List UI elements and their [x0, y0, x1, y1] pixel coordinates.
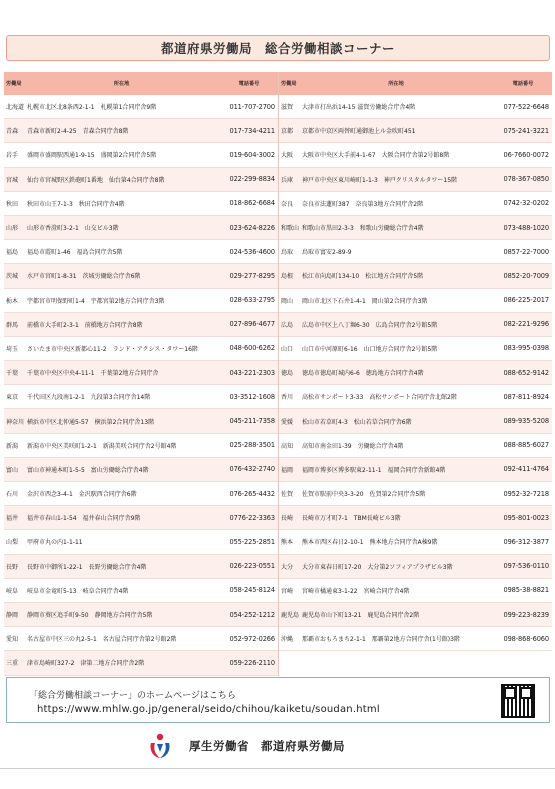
office-phone: 088-885-6027: [503, 441, 549, 450]
table-row: [4, 240, 278, 264]
office-address: 高松市サンポート3-33 高松サンポート合同庁舎北館2階: [302, 394, 457, 402]
office-prefecture: 岐阜: [6, 587, 19, 595]
header-tel: 電話番号: [238, 81, 260, 87]
office-prefecture: 富山: [6, 466, 19, 474]
office-phone: 028-633-2795: [229, 296, 275, 305]
table-row: [4, 434, 278, 458]
office-table: [4, 72, 552, 676]
office-phone: 087-811-8924: [503, 392, 549, 401]
table-row: [279, 385, 552, 409]
office-prefecture: 宮崎: [281, 587, 294, 595]
office-address: 岐阜市金竜町5-13 岐阜合同庁舎4階: [27, 587, 129, 595]
office-address: 佐賀市駅前中央3-3-20 佐賀第2合同庁舎5階: [302, 491, 426, 499]
office-phone: 0776-22-3363: [229, 513, 275, 522]
office-address: さいたま市中央区新都心11-2 ランド・アクシス・タワー16階: [27, 345, 198, 353]
office-address: 松山市若草町4-3 松山若草合同庁舎6階: [302, 418, 412, 426]
table-row: [279, 289, 552, 313]
office-address: 仙台市宮城野区鉄砲町1番地 仙台第4合同庁舎8階: [27, 176, 165, 184]
office-phone: 0857-22-7000: [503, 247, 549, 256]
office-prefecture: 青森: [6, 128, 19, 136]
office-address: 長崎市万才町7-1 TBM長崎ビル3階: [302, 515, 401, 523]
office-phone: 0742-32-0202: [503, 199, 549, 208]
header-addr: 所在地: [113, 81, 130, 87]
table-row: [279, 119, 552, 143]
office-prefecture: 新潟: [6, 442, 19, 450]
table-row: [4, 143, 278, 167]
office-prefecture: 大分: [281, 563, 294, 571]
office-phone: 055-225-2851: [229, 537, 275, 546]
table-row: [279, 409, 552, 433]
header-pref: 労働局: [6, 81, 22, 87]
office-address: 和歌山市黒田2-3-3 和歌山労働総合庁舎4階: [302, 225, 424, 233]
office-address: 前橋市大手町2-3-1 前橋地方合同庁舎8階: [27, 321, 143, 329]
office-address: 鳥取市富安2-89-9: [302, 249, 352, 257]
table-row: [279, 264, 552, 288]
table-row: [279, 579, 552, 603]
table-row: [4, 385, 278, 409]
office-prefecture: 岡山: [281, 297, 294, 305]
table-row: [4, 361, 278, 385]
office-prefecture: 静岡: [6, 612, 19, 620]
office-address: 大分市東春日町17-20 大分第2ソフィアプラザビル3階: [302, 563, 453, 571]
office-address: 鹿児島市山下町13-21 鹿児島合同庁舎2階: [302, 612, 420, 620]
office-phone: 03-3512-1608: [229, 392, 275, 401]
footer: [0, 730, 555, 764]
office-address: 高知市南金田1-39 労働総合庁舎4階: [302, 442, 404, 450]
table-row: [4, 337, 278, 361]
table-row: [279, 240, 552, 264]
office-prefecture: 熊本: [281, 539, 294, 547]
table-row: [279, 313, 552, 337]
table-row: [4, 119, 278, 143]
table-row: [4, 168, 278, 192]
table-row: [279, 143, 552, 167]
office-prefecture: 山梨: [6, 539, 19, 547]
office-phone: 086-225-2017: [503, 296, 549, 305]
table-header: [279, 72, 552, 95]
office-phone: 088-652-9142: [503, 368, 549, 377]
office-phone: 026-223-0551: [229, 562, 275, 571]
organization-name: 厚生労働省 都道府県労働局: [189, 739, 345, 753]
office-phone: 075-241-3221: [503, 126, 549, 135]
table-row: [279, 555, 552, 579]
table-row: [279, 168, 552, 192]
office-phone: 0985-38-8821: [503, 586, 549, 595]
office-address: 山形市香澄町3-2-1 山交ビル3階: [27, 225, 119, 233]
table-row: [4, 482, 278, 506]
table-row: [279, 627, 552, 651]
table-row: [279, 192, 552, 216]
office-phone: 083-995-0398: [503, 344, 549, 353]
office-address: 広島市中区上八丁堀6-30 広島合同庁舎2号館5階: [302, 321, 438, 329]
office-prefecture: 北海道: [6, 104, 25, 112]
office-phone: 045-211-7358: [229, 417, 275, 426]
office-prefecture: 島根: [281, 273, 294, 281]
page-title: 都道府県労働局 総合労働相談コーナー: [6, 35, 550, 61]
office-prefecture: 高知: [281, 442, 294, 450]
office-prefecture: 宮城: [6, 176, 19, 184]
office-address: 長野市中御所1-22-1 長野労働総合庁舎4階: [27, 563, 147, 571]
homepage-link-caption: 「総合労働相談コーナー」のホームページはこちら: [29, 691, 236, 701]
office-prefecture: 滋賀: [281, 104, 294, 112]
table-row: [4, 313, 278, 337]
table-row: [279, 337, 552, 361]
office-prefecture: 三重: [6, 660, 19, 668]
office-address: 京都市中京区両替町通御池上ル金吹町451: [302, 128, 416, 136]
office-address: 福島市霞町1-46 福島合同庁舎5階: [27, 249, 123, 257]
office-phone: 022-299-8834: [229, 175, 275, 184]
bottom-divider: [0, 768, 555, 769]
office-address: 名古屋市中区三の丸2-5-1 名古屋合同庁舎第2号館2階: [27, 636, 177, 644]
table-row: [4, 651, 278, 675]
office-address: 那覇市おもろまち2-1-1 那覇第2地方合同庁舎(1号館)3階: [302, 636, 460, 644]
office-prefecture: 埼玉: [6, 345, 19, 353]
office-prefecture: 福井: [6, 515, 19, 523]
table-row: [4, 409, 278, 433]
office-prefecture: 千葉: [6, 370, 19, 378]
office-phone: 099-223-8239: [503, 610, 549, 619]
office-prefecture: 鹿児島: [281, 612, 300, 620]
office-phone: 023-624-8226: [229, 223, 275, 232]
office-prefecture: 秋田: [6, 200, 19, 208]
office-prefecture: 兵庫: [281, 176, 294, 184]
table-row: [279, 95, 552, 119]
office-address: 富山市神通本町1-5-5 富山労働総合庁舎4階: [27, 466, 149, 474]
office-address: 山口市中河原町6-16 山口地方合同庁舎2号館5階: [302, 345, 438, 353]
header-addr: 所在地: [388, 81, 404, 87]
table-row: [4, 603, 278, 627]
office-address: 静岡市葵区追手町9-50 静岡地方合同庁舎5階: [27, 612, 153, 620]
office-prefecture: 栃木: [6, 297, 19, 305]
office-phone: 059-226-2110: [229, 658, 275, 667]
office-prefecture: 神奈川: [6, 418, 25, 426]
table-column-left: [4, 72, 278, 676]
office-phone: 054-252-1212: [229, 610, 275, 619]
office-address: 徳島市徳島町城内6-6 徳島地方合同庁舎4階: [302, 370, 424, 378]
mhlw-logo-icon: [147, 732, 173, 760]
table-row: [279, 434, 552, 458]
office-prefecture: 茨城: [6, 273, 19, 281]
table-row: [279, 603, 552, 627]
office-phone: 097-536-0110: [503, 562, 549, 571]
office-address: 岡山市北区下石井1-4-1 岡山第2合同庁舎3階: [302, 297, 428, 305]
office-phone: 098-868-6060: [503, 634, 549, 643]
office-address: 新潟市中央区美咲町1-2-1 新潟美咲合同庁舎2号館4階: [27, 442, 177, 450]
office-prefecture: 福岡: [281, 466, 294, 474]
table-row: [279, 530, 552, 554]
office-prefecture: 和歌山: [281, 225, 300, 233]
office-address: 神戸市中央区東川崎町1-1-3 神戸クリスタルタワー15階: [302, 176, 458, 184]
office-address: 大津市打出浜14-15 滋賀労働総合庁舎4階: [302, 104, 416, 112]
office-prefecture: 長崎: [281, 515, 294, 523]
office-prefecture: 愛知: [6, 636, 19, 644]
office-prefecture: 大阪: [281, 152, 294, 160]
table-row: [4, 458, 278, 482]
table-column-right: [278, 72, 552, 676]
table-row: [4, 506, 278, 530]
office-address: 横浜市中区北仲通5-57 横浜第2合同庁舎13階: [27, 418, 155, 426]
office-address: 盛岡市盛岡駅西通1-9-15 盛岡第2合同庁舎5階: [27, 152, 157, 160]
office-prefecture: 福島: [6, 249, 19, 257]
office-prefecture: 沖縄: [281, 636, 294, 644]
table-row: [279, 216, 552, 240]
office-phone: 058-245-8124: [229, 586, 275, 595]
homepage-link-box: [6, 677, 550, 723]
office-prefecture: 香川: [281, 394, 294, 402]
table-row: [279, 482, 552, 506]
office-prefecture: 愛媛: [281, 418, 294, 426]
office-address: 千代田区九段南1-2-1 九段第3合同庁舎14階: [27, 394, 151, 402]
office-address: 千葉市中央区中央4-11-1 千葉第2地方合同庁舎: [27, 370, 159, 378]
table-row: [279, 458, 552, 482]
office-address: 熊本市西区春日2-10-1 熊本地方合同庁舎A棟9階: [302, 539, 438, 547]
office-phone: 017-734-4211: [229, 126, 275, 135]
office-phone: 024-536-4600: [229, 247, 275, 256]
office-prefecture: 岩手: [6, 152, 19, 160]
office-address: 秋田市山王7-1-3 秋田合同庁舎4階: [27, 200, 125, 208]
office-phone: 0852-20-7009: [503, 271, 549, 280]
office-phone: 076-265-4432: [229, 489, 275, 498]
office-address: 札幌市北区北8条西2-1-1 札幌第1合同庁舎9階: [27, 104, 157, 112]
office-phone: 025-288-3501: [229, 441, 275, 450]
office-prefecture: 鳥取: [281, 249, 294, 257]
table-row: [4, 264, 278, 288]
office-address: 福岡市博多区博多駅東2-11-1 福岡合同庁舎新館4階: [302, 466, 446, 474]
office-phone: 048-600-6262: [229, 344, 275, 353]
office-phone: 073-488-1020: [503, 223, 549, 232]
homepage-url[interactable]: https://www.mhlw.go.jp/general/seido/chihou/kaiketu/soudan.html: [37, 704, 380, 715]
office-phone: 019-604-3002: [229, 150, 275, 159]
office-prefecture: 佐賀: [281, 491, 294, 499]
table-row: [4, 289, 278, 313]
office-prefecture: 広島: [281, 321, 294, 329]
office-address: 松江市向島町134-10 松江地方合同庁舎5階: [302, 273, 424, 281]
office-address: 金沢市西念3-4-1 金沢駅西合同庁舎6階: [27, 491, 137, 499]
office-phone: 0952-32-7218: [503, 489, 549, 498]
office-prefecture: 徳島: [281, 370, 294, 378]
office-address: 甲府市丸の内1-1-11: [27, 539, 83, 547]
office-prefecture: 群馬: [6, 321, 19, 329]
office-prefecture: 山口: [281, 345, 294, 353]
office-phone: 089-935-5208: [503, 417, 549, 426]
office-address: 津市島崎町327-2 津第二地方合同庁舎2階: [27, 660, 145, 668]
office-prefecture: 奈良: [281, 200, 294, 208]
office-phone: 077-522-6648: [503, 102, 549, 111]
office-phone: 029-277-8295: [229, 271, 275, 280]
table-row: [279, 506, 552, 530]
office-prefecture: 長野: [6, 563, 19, 571]
office-phone: 092-411-4764: [503, 465, 549, 474]
header-tel: 電話番号: [512, 81, 534, 87]
office-address: 大阪市中央区大手前4-1-67 大阪合同庁舎第2号館8階: [302, 152, 450, 160]
table-row: [4, 627, 278, 651]
office-phone: 096-312-3877: [503, 537, 549, 546]
office-prefecture: 石川: [6, 491, 19, 499]
office-address: 宇都宮市明保野町1-4 宇都宮第2地方合同庁舎3階: [27, 297, 165, 305]
office-phone: 095-801-0023: [503, 513, 549, 522]
office-phone: 018-862-6684: [229, 199, 275, 208]
table-row: [279, 361, 552, 385]
office-prefecture: 山形: [6, 225, 19, 233]
office-phone: 027-896-4677: [229, 320, 275, 329]
office-address: 福井市春山1-1-54 福井春山合同庁舎9階: [27, 515, 141, 523]
office-address: 水戸市宮町1-8-31 茨城労働総合庁舎6階: [27, 273, 141, 281]
office-phone: 043-221-2303: [229, 368, 275, 377]
office-phone: 078-367-0850: [503, 175, 549, 184]
office-phone: 052-972-0266: [229, 634, 275, 643]
table-header: [4, 72, 278, 95]
office-prefecture: 東京: [6, 394, 19, 402]
header-pref: 労働局: [281, 81, 297, 87]
office-phone: 011-707-2700: [229, 102, 275, 111]
table-row: [4, 530, 278, 554]
table-row: [4, 192, 278, 216]
table-row: [4, 555, 278, 579]
office-prefecture: 京都: [281, 128, 294, 136]
qr-code-icon[interactable]: [501, 684, 535, 718]
table-row: [4, 95, 278, 119]
office-address: 宮崎市橘通東3-1-22 宮崎合同庁舎4階: [302, 587, 410, 595]
office-phone: 06-7660-0072: [503, 150, 549, 159]
table-row: [4, 216, 278, 240]
table-row: [4, 579, 278, 603]
office-address: 青森市新町2-4-25 青森合同庁舎8階: [27, 128, 129, 136]
office-phone: 082-221-9296: [503, 320, 549, 329]
office-address: 奈良市法蓮町387 奈良第3地方合同庁舎2階: [302, 200, 424, 208]
office-phone: 076-432-2740: [229, 465, 275, 474]
